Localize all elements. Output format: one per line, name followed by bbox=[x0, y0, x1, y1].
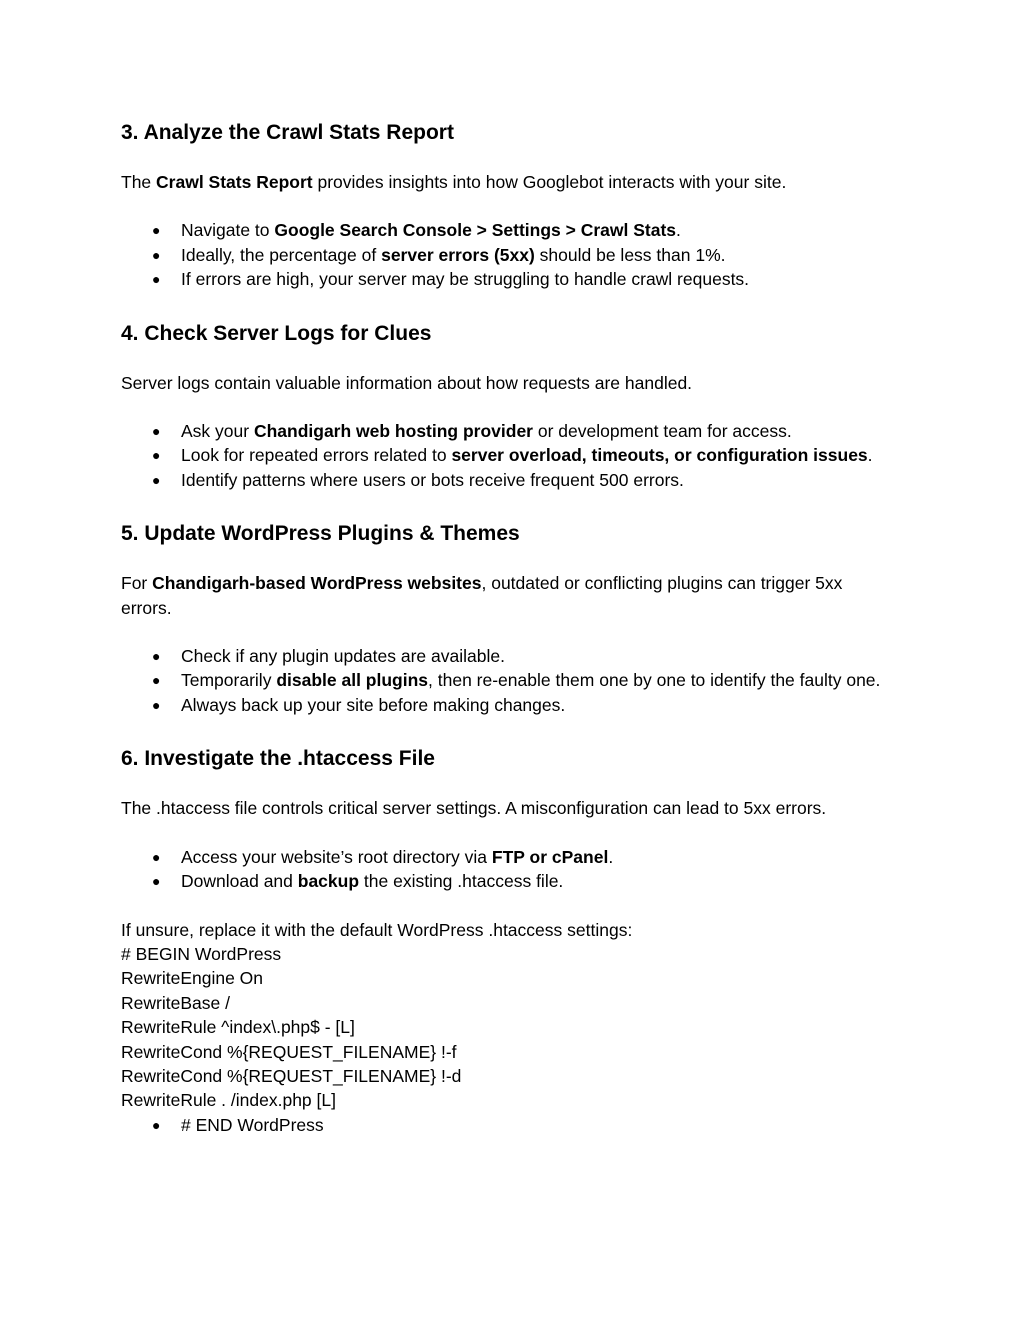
bullet-list-code-tail bbox=[121, 1113, 891, 1137]
bullet-icon: ● bbox=[152, 848, 161, 865]
item-text: , then re-enable them one by one to identify the faulty one. bbox=[428, 670, 881, 691]
list-item bbox=[121, 693, 891, 717]
list-item bbox=[121, 468, 891, 492]
item-text: Ideally, the percentage of bbox=[181, 244, 382, 265]
bullet-icon: ● bbox=[152, 1116, 161, 1133]
section-intro-wordpress-plugins bbox=[121, 571, 891, 620]
bullet-icon: ● bbox=[152, 447, 161, 464]
list-item bbox=[121, 243, 891, 267]
code-line: RewriteCond %{REQUEST_FILENAME} !-f bbox=[121, 1041, 457, 1062]
section-intro-htaccess: The .htaccess file controls critical server settings. A misconfiguration can lead to 5xx errors. bbox=[121, 798, 827, 819]
item-bold: disable all plugins bbox=[276, 670, 429, 691]
intro-bold: Chandigarh-based WordPress websites bbox=[152, 573, 482, 594]
bullet-icon: ● bbox=[152, 423, 161, 440]
list-item bbox=[121, 845, 891, 869]
section-intro-server-logs: Server logs contain valuable information about how requests are handled. bbox=[121, 372, 693, 393]
bullet-icon: ● bbox=[152, 271, 161, 288]
list-item bbox=[121, 443, 891, 467]
item-text: Access your website’s root directory via bbox=[181, 846, 492, 867]
item-bold: Chandigarh web hosting provider bbox=[253, 421, 533, 442]
bullet-list-wordpress-plugins bbox=[121, 644, 891, 717]
item-bold: backup bbox=[297, 871, 360, 892]
htaccess-code-block bbox=[121, 942, 891, 1113]
item-bold: server errors (5xx) bbox=[381, 244, 535, 265]
bullet-list-server-logs bbox=[121, 419, 891, 492]
item-text: . bbox=[676, 220, 681, 241]
section-intro-crawl-stats bbox=[121, 170, 891, 194]
item-bold: FTP or cPanel bbox=[491, 846, 609, 867]
item-text: Temporarily bbox=[181, 670, 277, 691]
item-text: or development team for access. bbox=[533, 421, 792, 442]
item-text: Identify patterns where users or bots receive frequent 500 errors. bbox=[181, 469, 684, 490]
item-text: Navigate to bbox=[181, 220, 275, 241]
item-text: should be less than 1%. bbox=[534, 244, 726, 265]
bullet-icon: ● bbox=[152, 696, 161, 713]
list-item bbox=[121, 644, 891, 668]
bullet-icon: ● bbox=[152, 222, 161, 239]
item-text: # END WordPress bbox=[181, 1114, 324, 1135]
intro-text: provides insights into how Googlebot interacts with your site. bbox=[312, 172, 787, 192]
item-text: Download and bbox=[181, 871, 298, 892]
list-item bbox=[121, 1113, 891, 1137]
item-text: Ask your bbox=[181, 421, 254, 442]
bullet-icon: ● bbox=[152, 873, 161, 890]
section-heading-wordpress-plugins: 5. Update WordPress Plugins & Themes bbox=[121, 522, 520, 546]
item-bold: Google Search Console > Settings > Crawl Stats bbox=[274, 220, 677, 241]
intro-text: For bbox=[121, 573, 153, 594]
item-text: If errors are high, your server may be struggling to handle crawl requests. bbox=[181, 269, 750, 290]
bullet-icon: ● bbox=[152, 648, 161, 665]
item-text: the existing .htaccess file. bbox=[359, 871, 564, 892]
list-item bbox=[121, 419, 891, 443]
bullet-icon: ● bbox=[152, 246, 161, 263]
item-text: . bbox=[867, 445, 873, 466]
code-line: RewriteEngine On bbox=[121, 968, 264, 989]
section-heading-crawl-stats: 3. Analyze the Crawl Stats Report bbox=[121, 121, 454, 144]
item-text: . bbox=[608, 846, 614, 867]
list-item bbox=[121, 668, 891, 692]
code-line: RewriteRule ^index\.php$ - [L] bbox=[121, 1017, 355, 1038]
section-heading-server-logs: 4. Check Server Logs for Clues bbox=[121, 321, 432, 345]
intro-text: The bbox=[121, 172, 157, 192]
item-bold: server overload, timeouts, or configuration issues bbox=[451, 445, 868, 466]
section-heading-htaccess: 6. Investigate the .htaccess File bbox=[121, 747, 435, 771]
htaccess-code-intro: If unsure, replace it with the default WordPress .htaccess settings: bbox=[121, 919, 633, 940]
list-item bbox=[121, 218, 891, 242]
item-text: Look for repeated errors related to bbox=[181, 445, 452, 466]
intro-text: , outdated or conflicting plugins can trigger 5xx errors. bbox=[121, 573, 843, 618]
item-text: Always back up your site before making changes. bbox=[181, 694, 566, 715]
code-line: RewriteRule . /index.php [L] bbox=[121, 1090, 336, 1111]
code-line: RewriteBase / bbox=[121, 992, 230, 1013]
code-line: # BEGIN WordPress bbox=[121, 943, 282, 964]
code-line: RewriteCond %{REQUEST_FILENAME} !-d bbox=[121, 1065, 462, 1086]
list-item bbox=[121, 869, 891, 893]
document-content bbox=[121, 118, 891, 1137]
bullet-list-htaccess bbox=[121, 845, 891, 894]
item-text: Check if any plugin updates are available. bbox=[181, 646, 505, 667]
list-item bbox=[121, 267, 891, 291]
bullet-icon: ● bbox=[152, 672, 161, 689]
bullet-icon: ● bbox=[152, 471, 161, 488]
intro-bold: Crawl Stats Report bbox=[156, 172, 313, 192]
bullet-list-crawl-stats bbox=[121, 218, 891, 291]
